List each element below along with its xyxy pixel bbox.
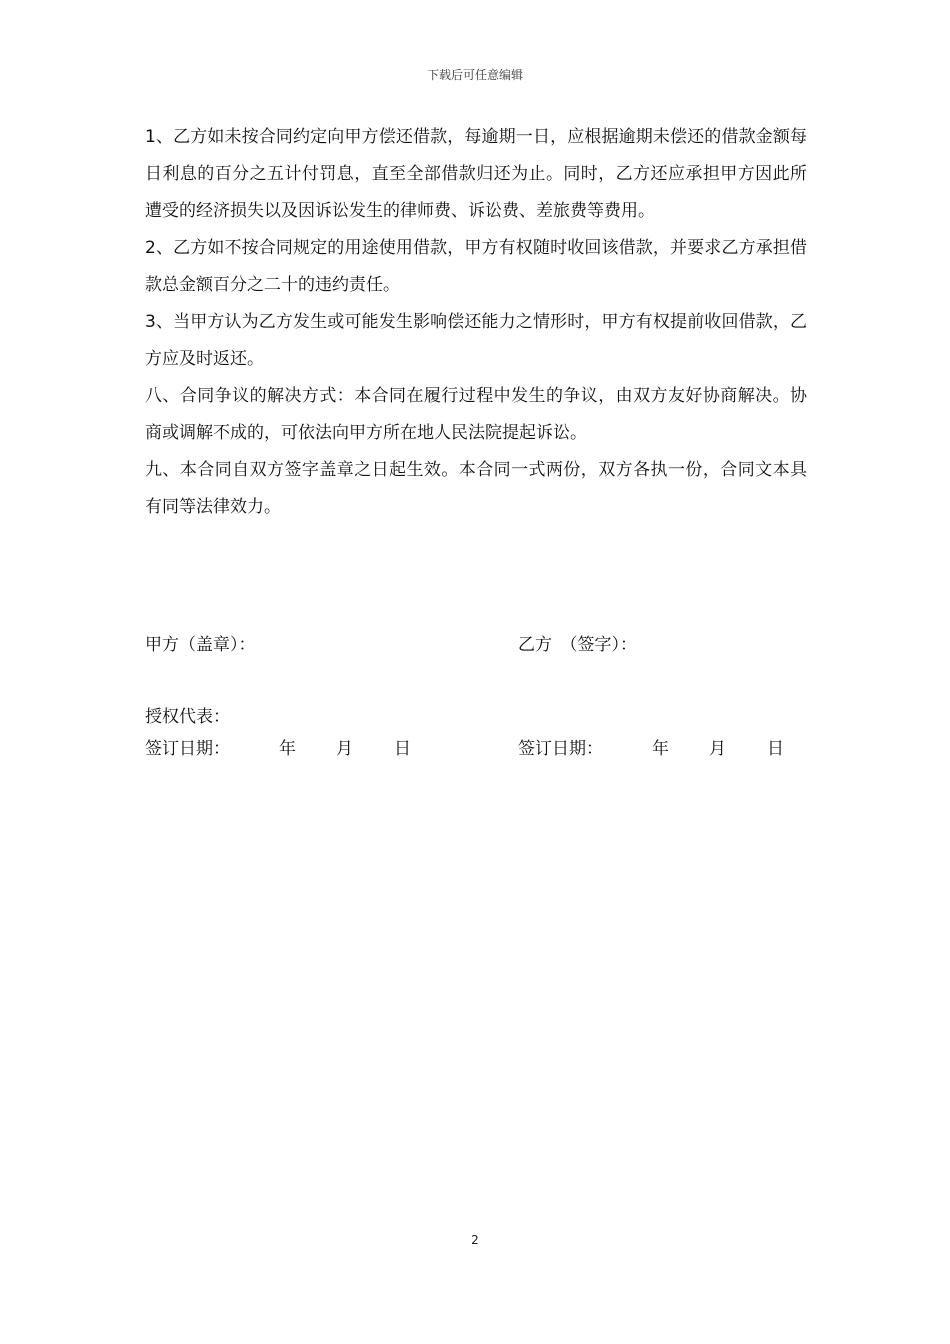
clause-1: 1、乙方如未按合同约定向甲方偿还借款，每逾期一日，应根据逾期未偿还的借款金额每日利息的百分之五计付罚息，直至全部借款归还为止。同时，乙方还应承担甲方因此所遭受的经济损失以及因诉讼发生的律师费、诉讼费、差旅费等费用。: [145, 127, 807, 221]
party-a-day: 日: [394, 739, 411, 759]
party-b-sign-label: 乙方 （签字）：: [518, 635, 637, 655]
clause-3: 3、当甲方认为乙方发生或可能发生影响偿还能力之情形时，甲方有权提前收回借款，乙方应及时返还。: [145, 312, 807, 369]
party-a-date-label: 签订日期：: [145, 739, 230, 759]
party-a-date-row: [145, 734, 445, 760]
party-b-day: 日: [767, 739, 784, 759]
page-number: 2: [471, 1233, 479, 1247]
page-header: 下载后可任意编辑: [426, 68, 523, 82]
party-b-month: 月: [709, 739, 726, 759]
representative-label: 授权代表：: [145, 707, 230, 727]
clause-dispute: 八、合同争议的解决方式：本合同在履行过程中发生的争议，由双方友好协商解决。协商或调解不成的，可依法向甲方所在地人民法院提起诉讼。: [145, 386, 807, 443]
party-a-seal-label: 甲方（盖章）：: [145, 635, 256, 655]
party-a-month: 月: [336, 739, 353, 759]
party-a-year: 年: [279, 739, 296, 759]
party-b-date-row: [518, 734, 818, 760]
contract-body: [145, 119, 807, 526]
clause-effect: 九、本合同自双方签字盖章之日起生效。本合同一式两份，双方各执一份，合同文本具有同等法律效力。: [145, 460, 807, 517]
party-b-year: 年: [652, 739, 669, 759]
party-b-date-label: 签订日期：: [518, 739, 603, 759]
clause-2: 2、乙方如不按合同规定的用途使用借款，甲方有权随时收回该借款，并要求乙方承担借款总金额百分之二十的违约责任。: [145, 238, 807, 295]
